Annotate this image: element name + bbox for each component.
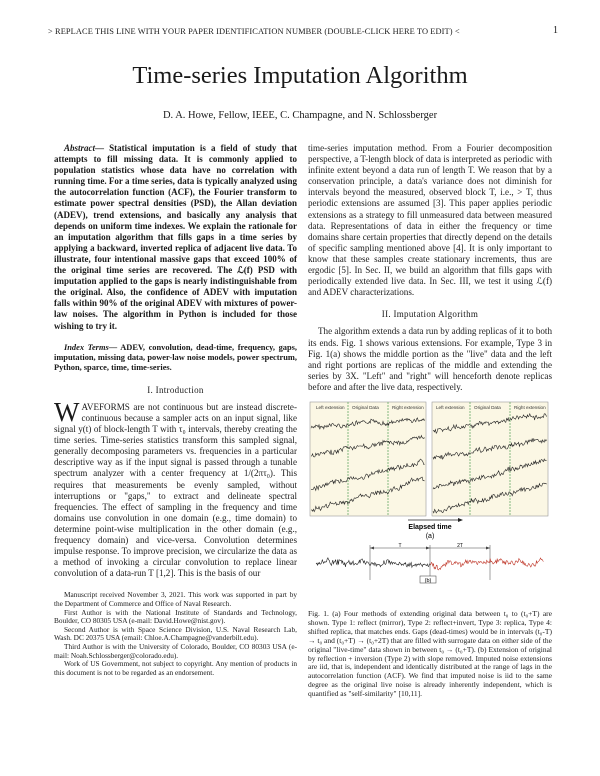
- index-terms-label: Index Terms: [64, 342, 109, 352]
- footnote-manuscript: Manuscript received November 3, 2021. This work was supported in part by the Department of Commerce and Office of Naval Research.: [54, 590, 297, 608]
- right-column: [308, 143, 552, 699]
- elapsed-time-label: Elapsed time: [408, 523, 452, 531]
- footnote-second-author: Second Author is with Space Science Division, U.S. Naval Research Lab, Wash. DC 20375 USA (email: Chloe.A.Champagne@vanderbilt.edu).: [54, 624, 297, 643]
- authors-text: D. A. Howe, Fellow, IEEE, C. Champagne, and N. Schlossberger: [162, 110, 438, 121]
- figure-1-caption: Fig. 1. (a) Four methods of extending original data between t₀ to (t₀+T) are shown. Type 1: reflect (mirror), Type 2: reflect+invert, Type 3: replica, Type 4: shifted replica, that matches ends. Gaps (dead-times) would be in intervals (t₀-T) → t₀ and (t₀+T) → (t₀+2T) that are filled with surrogate data on either side of the original "live-time" data shown in between t₀ → (t₀+T). (b) Extension of original by reflection + inversion (Type 2) with slope removed. Imputed noise extensions are iid, that is, independent and identically distributed at the range of lags in the autocorrelation function (ACF). We find that imputed noise is iid to the same degree as the original live noise is already inherently independent, which is quantified as "self-similarity" [10,11].: [308, 608, 552, 699]
- panel-label-right-extension-1: Right extension: [392, 404, 424, 410]
- panel-label-left-extension-1: Left extension: [316, 404, 345, 410]
- author-line: [0, 110, 600, 121]
- introduction-paragraph: [54, 396, 297, 580]
- index-terms: [54, 343, 297, 374]
- figure-label-b: (b): [424, 577, 432, 584]
- drop-cap: W: [54, 396, 80, 427]
- section-heading-introduction: I. Introduction: [147, 384, 204, 395]
- figure-1-graphic: [308, 398, 552, 606]
- figure-panel-a-right: [432, 402, 548, 516]
- page-number: 1: [553, 25, 558, 36]
- introduction-text: AVEFORMS are not continuous but are instead discrete-continuous because a sampler acts on an input signal, like signal y(t) of block-length T with τ₀ intervals, thereby creating the time series. Time-series statistics transform this sampled signal, generally decomposing parameters vs. frequencies in a particular descriptive way as if the input signal is passed through a tunable spectrum analyzer with a center frequency at 1/(2πτ₀). This requires that measurements be evenly sampled, without interruptions or "gaps," to extract and delineate spectral frequencies. The effect of sampling in the frequency and time domains use convolution in one domain (e.g., time domain) to determine point-wise multiplication in the other domain (e.g., frequency domain) and vice-versa. Convolution determines impulse response. To improve precision, we circularize the data as a method of invoking a circular convolution to replace linear convolution of a data-run T [1,2]. This is the basis of our: [54, 401, 297, 579]
- section-heading-algorithm: II. Imputation Algorithm: [381, 309, 479, 320]
- left-column: [54, 143, 297, 677]
- paper-title: Time-series Imputation Algorithm: [132, 62, 468, 89]
- footnote-first-author: First Author is with the National Institute of Standards and Technology, Boulder, CO 80305 USA (e-mail: David.Howe@nist.gov).: [54, 607, 297, 626]
- algorithm-paragraph: The algorithm extends a data run by adding replicas of it to both its ends. Fig. 1 shows various extensions. For example, Type 3 in Fig. 1(a) shows the middle portion as the "live" data and the left and right portions are replicas of the middle and extending the series by 3X. "Left" and "right" will henceforth denote replicas before and after the live data, respectively.: [308, 326, 552, 392]
- figure-gap-label-2t: 2T: [457, 542, 463, 549]
- figure-gap-label-t: T: [398, 542, 402, 549]
- panel-label-original-2: Original Data: [474, 404, 501, 410]
- panel-label-original-1: Original Data: [352, 404, 379, 410]
- abstract-text: — Statistical imputation is a field of study that attempts to fill missing data. It is commonly applied to population statistics whose data have no correlation with running time. For a time series, data is typically analyzed using the autocorrelation function (ACF), the Fourier transform to estimate power spectral densities (PSD), the Allan deviation (ADEV), trend extensions, and basically any analysis that depends on uniform time indexes. We explain the rationale for an imputation algorithm that fills gaps in a time series by applying a backward, inverted replica of adjacent live data. To illustrate, four intentional massive gaps that exceed 100% of the original time series are recovered. The ℒ(f) PSD with imputation applied to the gaps is nearly indistinguishable from the original. Also, the confidence of ADEV with imputation falls within 90% of the original ADEV with mixtures of power-law noises. The algorithm in Python is included for those wishing to try it.: [54, 143, 297, 331]
- figure-panel-a-left: [310, 402, 426, 516]
- right-paragraph-1: time-series imputation method. From a Fourier decomposition perspective, a T-length block of data is interpreted as periodic with infinite extent beyond a data run of length T. We reason that by a conservation principle, a data's variance does not diminish for intervals beyond the measured, observed block T, i.e., > T, thus periodic extensions are assumed [3]. This paper applies periodic extensions as a strategy to fill unmeasured data between measured data. Representations of data in either the frequency or time domains share certain properties that directly depend on the details of specific sampling mentioned above [4]. It is only important to know that these samples create stationary increments, thus are ergodic [5]. In Sec. II, we build an algorithm that fills gaps with periodically extended live data. In Sec. III, we test it using ℒ(f) and ADEV characterizations.: [308, 143, 552, 298]
- index-terms-text: — ADEV, convolution, dead-time, frequency, gaps, imputation, missing data, power-law noise models, power spectrum, Python, sparce, time, time-series.: [54, 342, 297, 373]
- footnotes: [54, 591, 297, 677]
- figure-label-a: (a): [425, 532, 435, 540]
- elapsed-time-arrowhead: [458, 518, 463, 522]
- abstract: [54, 143, 297, 332]
- panel-label-left-extension-2: Left extension: [436, 404, 465, 410]
- panel-label-right-extension-2: Right extension: [514, 404, 546, 410]
- abstract-label: Abstract: [64, 143, 96, 153]
- footnote-third-author: Third Author is with the University of Colorado, Boulder, CO 80303 USA (e-mail: Noah.Schlossberger@colorado.edu).: [54, 641, 297, 660]
- figure-1: [308, 398, 552, 606]
- running-head: > REPLACE THIS LINE WITH YOUR PAPER IDENTIFICATION NUMBER (DOUBLE-CLICK HERE TO EDIT) <: [48, 27, 460, 36]
- footnote-copyright: Work of US Government, not subject to copyright. Any mention of products in this document is not to be regarded as an endorsement.: [54, 659, 297, 677]
